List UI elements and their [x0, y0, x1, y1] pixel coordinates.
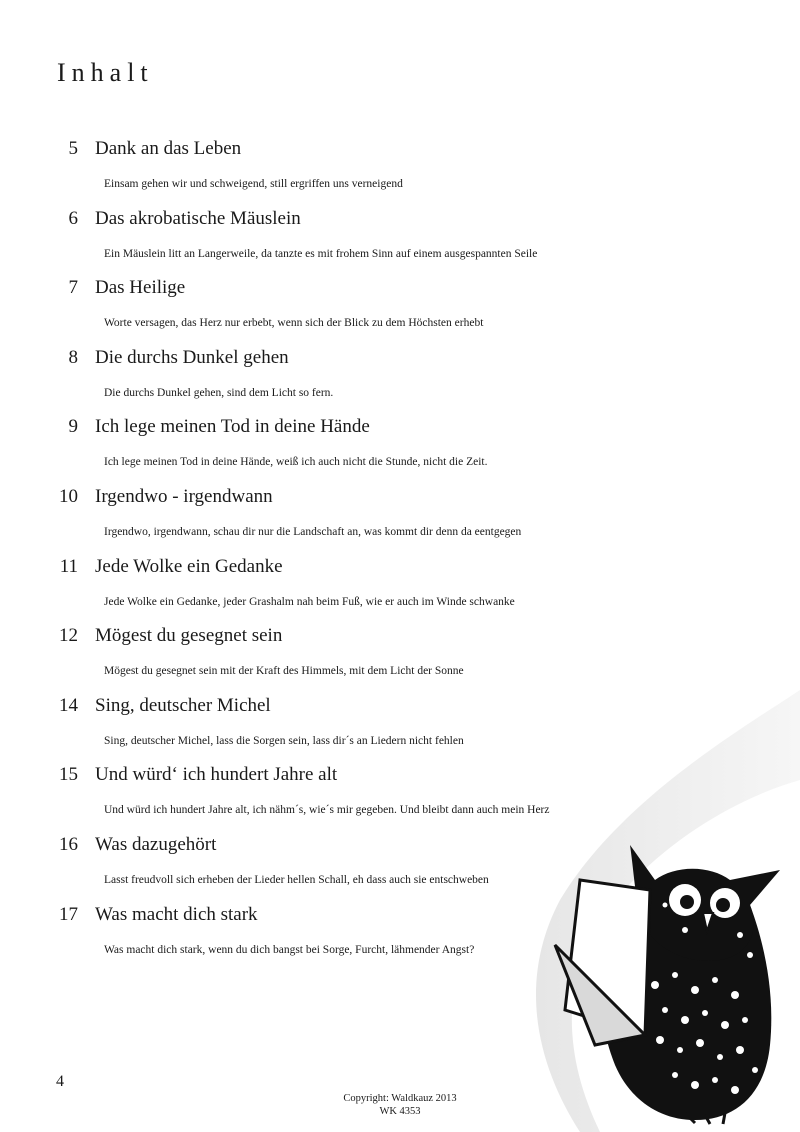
toc-song-title: Das akrobatische Mäuslein: [95, 207, 301, 229]
toc-list: [0, 136, 800, 971]
toc-first-line: Jede Wolke ein Gedanke, jeder Grashalm nah beim Fuß, wie er auch im Winde schwanke: [104, 595, 515, 608]
toc-song-title: Dank an das Leben: [95, 138, 242, 159]
toc-page-number: 6: [68, 207, 78, 229]
footer: [300, 1092, 500, 1118]
toc-page-number: 7: [68, 277, 78, 299]
toc-entry[interactable]: [0, 902, 800, 972]
toc-entry[interactable]: [0, 275, 800, 345]
toc-entry[interactable]: [0, 206, 800, 276]
toc-entry[interactable]: [0, 832, 800, 902]
toc-song-title: Mögest du gesegnet sein: [95, 625, 283, 647]
toc-page-number: 17: [59, 903, 78, 925]
toc-first-line: Ein Mäuslein litt an Langerweile, da tanzte es mit frohem Sinn auf einem ausgespannten Seile: [104, 247, 538, 260]
toc-page-number: 9: [68, 416, 78, 438]
toc-page-number: 16: [59, 833, 78, 855]
toc-entry[interactable]: [0, 414, 800, 484]
toc-first-line: Lasst freudvoll sich erheben der Lieder hellen Schall, eh dass auch sie entschweben: [104, 873, 489, 886]
toc-first-line: Irgendwo, irgendwann, schau dir nur die Landschaft an, was kommt dir denn da eentgegen: [104, 525, 522, 538]
toc-first-line: Mögest du gesegnet sein mit der Kraft des Himmels, mit dem Licht der Sonne: [104, 665, 464, 678]
toc-song-title: Was dazugehört: [95, 833, 217, 855]
toc-first-line: Sing, deutscher Michel, lass die Sorgen sein, lass dir´s an Liedern nicht fehlen: [104, 734, 464, 747]
toc-page-number: 10: [59, 485, 78, 507]
toc-entry[interactable]: [0, 345, 800, 415]
toc-entry[interactable]: [0, 136, 800, 206]
toc-song-title: Irgendwo - irgendwann: [95, 485, 273, 507]
toc-song-title: Jede Wolke ein Gedanke: [95, 555, 283, 577]
toc-first-line: Was macht dich stark, wenn du dich bangst bei Sorge, Furcht, lähmender Angst?: [104, 943, 475, 956]
toc-entry[interactable]: [0, 554, 800, 624]
toc-first-line: Ich lege meinen Tod in deine Hände, weiß ich auch nicht die Stunde, nicht die Zeit.: [104, 456, 488, 469]
toc-song-title: Die durchs Dunkel gehen: [95, 346, 289, 368]
toc-first-line: Und würd ich hundert Jahre alt, ich nähm´s, wie´s mir gegeben. Und bleibt dann auch mein Herz: [104, 804, 550, 817]
toc-entry[interactable]: [0, 484, 800, 554]
toc-song-title: Was macht dich stark: [95, 903, 258, 925]
toc-first-line: Einsam gehen wir und schweigend, still ergriffen uns verneigend: [104, 178, 403, 190]
toc-page-number: 8: [68, 346, 78, 368]
catalog-number: WK 4353: [379, 1106, 421, 1117]
toc-song-title: Das Heilige: [95, 277, 186, 299]
toc-song-title: Sing, deutscher Michel: [95, 694, 271, 716]
toc-first-line: Die durchs Dunkel gehen, sind dem Licht so fern.: [104, 386, 334, 399]
toc-entry[interactable]: [0, 693, 800, 763]
page-title: Inhalt: [57, 58, 154, 87]
toc-page-number: 14: [59, 694, 78, 716]
toc-first-line: Worte versagen, das Herz nur erbebt, wenn sich der Blick zu dem Höchsten erhebt: [104, 317, 484, 330]
toc-page-number: 12: [59, 625, 78, 647]
toc-entry[interactable]: [0, 762, 800, 832]
toc-page-number: 15: [59, 764, 78, 786]
toc-page-number: 11: [59, 555, 78, 577]
toc-song-title: Und würd‘ ich hundert Jahre alt: [95, 764, 338, 786]
page-number: 4: [56, 1073, 64, 1090]
copyright-text: Copyright: Waldkauz 2013: [343, 1093, 457, 1104]
toc-song-title: Ich lege meinen Tod in deine Hände: [95, 416, 370, 438]
toc-entry[interactable]: [0, 623, 800, 693]
toc-page-number: 5: [68, 138, 78, 159]
